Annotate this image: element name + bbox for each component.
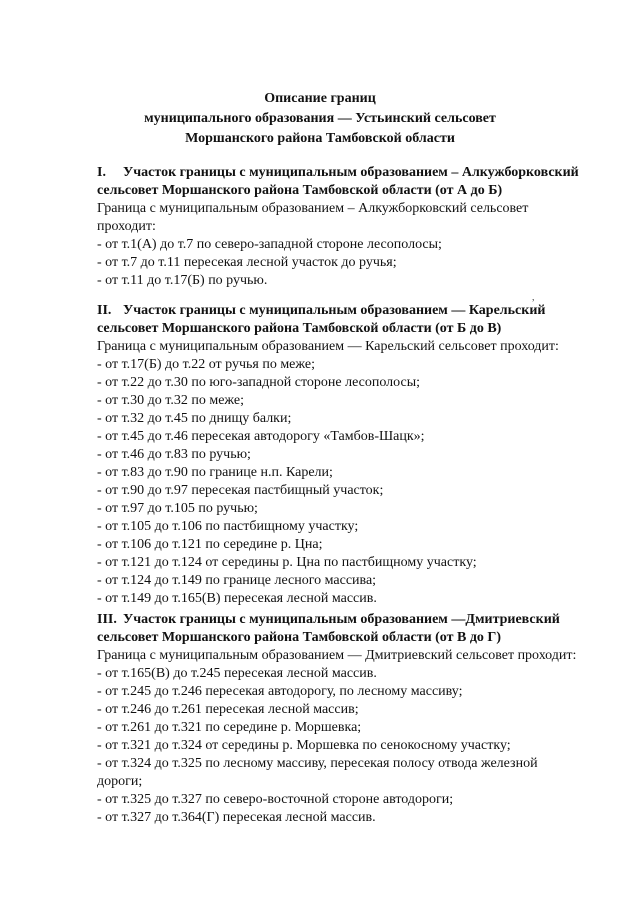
section-2-heading-cont: сельсовет Моршанского района Тамбовской области (от Б до В) — [97, 321, 502, 336]
list-item: - от т.45 до т.46 пересекая автодорогу «Тамбов-Шацк»; — [97, 429, 425, 444]
section-3-heading-cont: сельсовет Моршанского района Тамбовской области (от В до Г) — [97, 630, 501, 645]
list-item: - от т.7 до т.11 пересекая лесной участок до ручья; — [97, 255, 397, 270]
list-item: - от т.22 до т.30 по юго-западной стороне лесополосы; — [97, 375, 420, 390]
list-item: - от т.30 до т.32 по меже; — [97, 393, 245, 408]
section-3-intro: Граница с муниципальным образованием — Дмитриевский сельсовет проходит: — [97, 648, 577, 663]
list-item: - от т.327 до т.364(Г) пересекая лесной массив. — [97, 810, 376, 825]
list-item: - от т.245 до т.246 пересекая автодорогу, по лесному массиву; — [97, 684, 463, 699]
section-2 — [97, 302, 627, 608]
list-item: - от т.11 до т.17(Б) по ручью. — [97, 273, 268, 288]
list-item: - от т.165(В) до т.245 пересекая лесной массив. — [97, 666, 377, 681]
section-1-intro: Граница с муниципальным образованием – Алкужборковский сельсовет — [97, 201, 529, 216]
section-2-heading: II. Участок границы с муниципальным образованием — Карельский — [97, 303, 546, 318]
list-item: - от т.1(А) до т.7 по северо-западной стороне лесополосы; — [97, 237, 442, 252]
document-title — [0, 89, 640, 149]
section-1-heading-cont: сельсовет Моршанского района Тамбовской области (от А до Б) — [97, 183, 503, 198]
section-1-heading: I. Участок границы с муниципальным образованием – Алкужборковский — [97, 165, 579, 180]
list-item: - от т.90 до т.97 пересекая пастбищный участок; — [97, 483, 384, 498]
list-item: - от т.124 до т.149 по границе лесного массива; — [97, 573, 377, 588]
list-item: - от т.32 до т.45 по днищу балки; — [97, 411, 292, 426]
section-3 — [97, 611, 627, 827]
title-line-3: Моршанского района Тамбовской области — [185, 131, 455, 146]
list-item: - от т.246 до т.261 пересекая лесной массив; — [97, 702, 359, 717]
list-item: - от т.106 до т.121 по середине р. Цна; — [97, 537, 323, 552]
list-item: - от т.83 до т.90 по границе н.п. Карели; — [97, 465, 333, 480]
section-1-number: I. — [97, 165, 106, 180]
section-3-heading: III. Участок границы с муниципальным образованием —Дмитриевский — [97, 612, 560, 627]
list-item: - от т.17(Б) до т.22 от ручья по меже; — [97, 357, 315, 372]
section-1-intro-cont: проходит: — [97, 219, 156, 234]
list-item: - от т.97 до т.105 по ручью; — [97, 501, 258, 516]
title-line-1: Описание границ — [264, 91, 376, 106]
scan-speck: , — [532, 292, 535, 303]
section-2-intro: Граница с муниципальным образованием — Карельский сельсовет проходит: — [97, 339, 559, 354]
list-item: - от т.321 до т.324 от середины р. Моршевка по сенокосному участку; — [97, 738, 511, 753]
list-item: - от т.46 до т.83 по ручью; — [97, 447, 251, 462]
section-1 — [97, 164, 627, 290]
section-3-number: III. — [97, 612, 117, 627]
title-line-2: муниципального образования — Устьинский сельсовет — [144, 111, 496, 126]
list-item: - от т.121 до т.124 от середины р. Цна по пастбищному участку; — [97, 555, 477, 570]
list-item: - от т.105 до т.106 по пастбищному участку; — [97, 519, 359, 534]
section-2-number: II. — [97, 303, 112, 318]
list-item: - от т.149 до т.165(В) пересекая лесной массив. — [97, 591, 377, 606]
list-item: - от т.261 до т.321 по середине р. Моршевка; — [97, 720, 362, 735]
list-item: - от т.325 до т.327 по северо-восточной стороне автодороги; — [97, 792, 454, 807]
list-item: - от т.324 до т.325 по лесному массиву, пересекая полосу отвода железной дороги; — [97, 756, 538, 789]
